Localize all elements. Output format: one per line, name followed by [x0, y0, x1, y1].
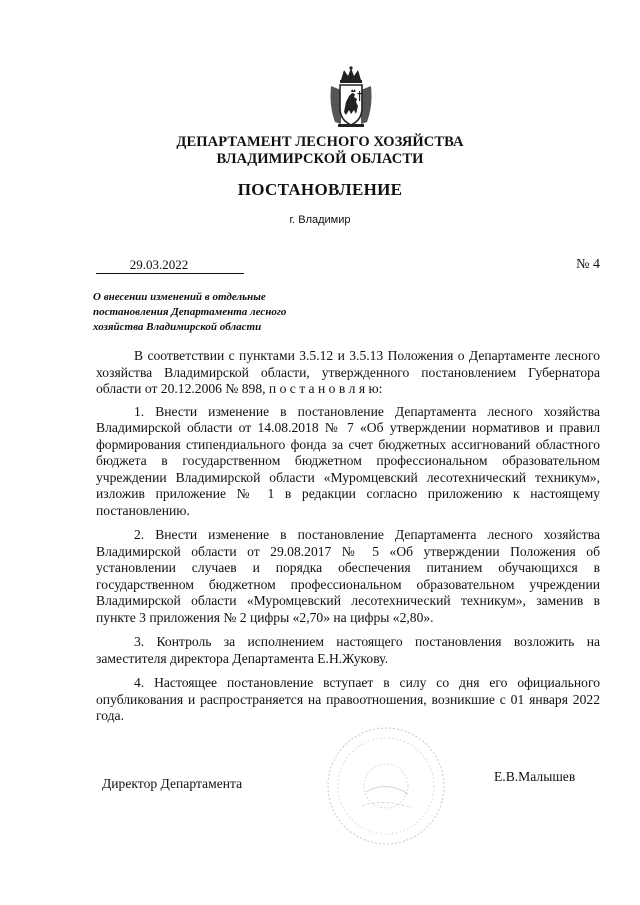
- subject-line: постановления Департамента лесного: [93, 306, 287, 318]
- coat-of-arms-icon: [327, 66, 375, 128]
- document-date: 29.03.2022: [96, 257, 244, 274]
- subject-line: хозяйства Владимирской области: [93, 321, 262, 333]
- document-type: ПОСТАНОВЛЕНИЕ: [237, 180, 403, 199]
- item-paragraph-4: 4. Настоящее постановление вступает в силу со дня его официального опубликования и распространяется на правоотношения, возникшие с 01 января 2022 года.: [96, 675, 600, 723]
- organization-name-line2: ВЛАДИМИРСКОЙ ОБЛАСТИ: [216, 151, 424, 167]
- signatory-title: Директор Департамента: [102, 776, 243, 791]
- item-paragraph-2: 2. Внести изменение в постановление Департамента лесного хозяйства Владимирской области от 29.08.2017 № 5 «Об утверждении Положения об установлении случаев и порядка обеспечения питанием обучающихся в государственном бюджетном профессиональном образовательном учреждении Владимирской области «Муромцевский лесотехнический техникум», заменив в пункте 3 приложения № 2 цифры «2,70» на цифры «2,80».: [96, 527, 600, 625]
- seal-stamp: [322, 722, 450, 850]
- organization-name-line1: ДЕПАРТАМЕНТ ЛЕСНОГО ХОЗЯЙСТВА: [176, 134, 464, 150]
- document-body: [96, 348, 600, 733]
- signatory-name: Е.В.Малышев: [494, 769, 576, 784]
- subject-line: О внесении изменений в отдельные: [93, 291, 266, 303]
- preamble-paragraph: В соответствии с пунктами 3.5.12 и 3.5.13 Положения о Департаменте лесного хозяйства Владимирской области, утвержденного постановлением Губернатора области от 20.12.2006 № 898, п о с т а н о в л я ю:: [96, 348, 600, 396]
- document-number: № 4: [576, 257, 600, 272]
- city: г. Владимир: [289, 214, 351, 226]
- document-subject: [93, 290, 333, 335]
- item-paragraph-1: 1. Внести изменение в постановление Департамента лесного хозяйства Владимирской области от 14.08.2018 № 7 «Об утверждении нормативов и правил формирования стипендиального фонда за счет бюджетных ассигнований областного бюджета в государственном бюджетном профессиональном образовательном учреждении Владимирской области «Муромцевский лесотехнический техникум», изложив приложение № 1 в редакции согласно приложению к настоящему постановлению.: [96, 403, 600, 518]
- item-paragraph-3: 3. Контроль за исполнением настоящего постановления возложить на заместителя директора Департамента Е.Н.Жукову.: [96, 634, 600, 666]
